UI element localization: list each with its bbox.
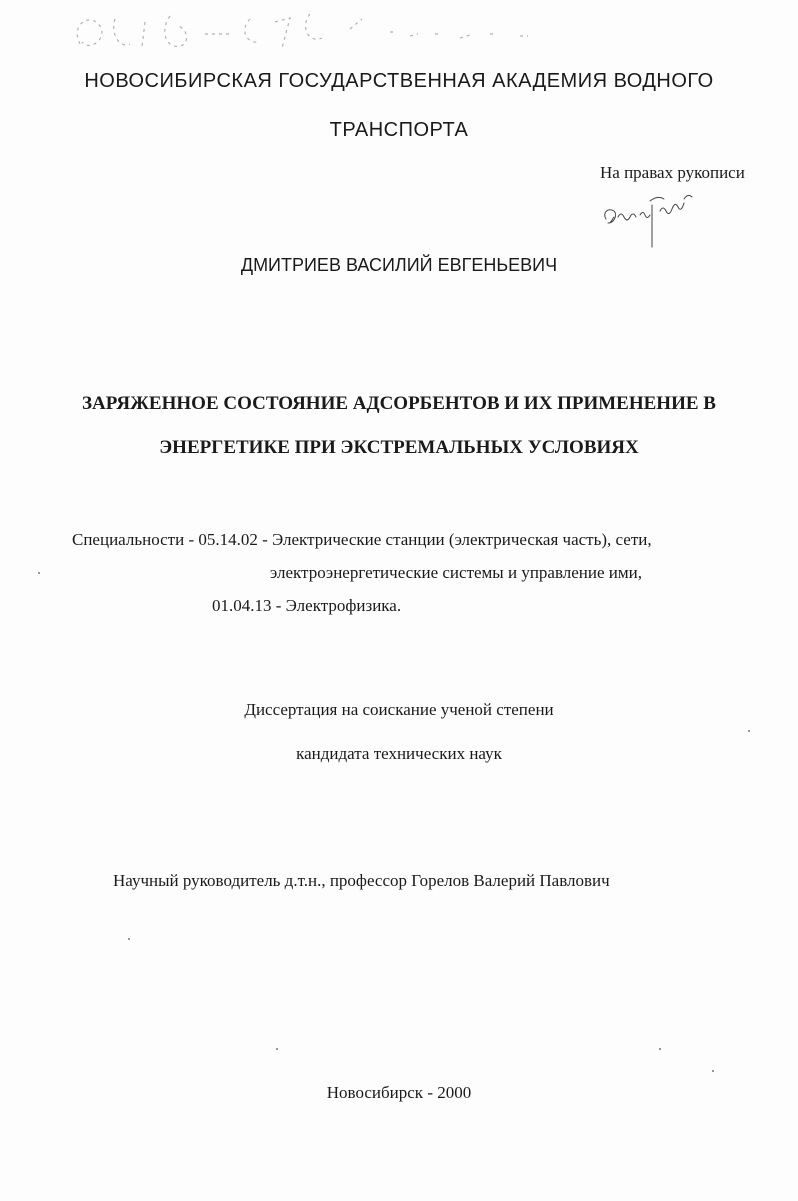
manuscript-note: На правах рукописи xyxy=(600,163,745,182)
dissertation-line2: кандидата технических наук xyxy=(296,744,502,763)
author-name: ДМИТРИЕВ ВАСИЛИЙ ЕВГЕНЬЕВИЧ xyxy=(240,255,558,275)
scan-speck xyxy=(276,1048,278,1050)
specialties-line1: Специальности - 05.14.02 - Электрические станции (электрическая часть), сети, xyxy=(72,530,652,549)
thesis-title-line1: ЗАРЯЖЕННОЕ СОСТОЯНИЕ АДСОРБЕНТОВ И ИХ ПРИМЕНЕНИЕ В xyxy=(82,393,716,414)
specialties-line2: электроэнергетические системы и управление ими, xyxy=(270,563,642,582)
scientific-supervisor: Научный руководитель д.т.н., профессор Горелов Валерий Павлович xyxy=(113,871,610,890)
thesis-title-line2: ЭНЕРГЕТИКЕ ПРИ ЭКСТРЕМАЛЬНЫХ УСЛОВИЯХ xyxy=(159,437,639,458)
author-signature xyxy=(600,183,710,248)
library-stamp xyxy=(60,4,560,64)
scan-speck xyxy=(712,1070,714,1072)
scan-speck xyxy=(659,1048,661,1050)
city-year: Новосибирск - 2000 xyxy=(326,1083,472,1102)
institution-name-line2: ТРАНСПОРТА xyxy=(329,119,469,141)
scan-speck xyxy=(128,938,130,940)
signature-text: Дмитриев xyxy=(600,183,605,184)
institution-name-line1: НОВОСИБИРСКАЯ ГОСУДАРСТВЕННАЯ АКАДЕМИЯ ВОДНОГО xyxy=(84,70,714,92)
scan-speck xyxy=(38,572,40,574)
specialties-line3: 01.04.13 - Электрофизика. xyxy=(212,596,402,615)
dissertation-line1: Диссертация на соискание ученой степени xyxy=(244,700,554,719)
scan-speck xyxy=(748,730,750,732)
